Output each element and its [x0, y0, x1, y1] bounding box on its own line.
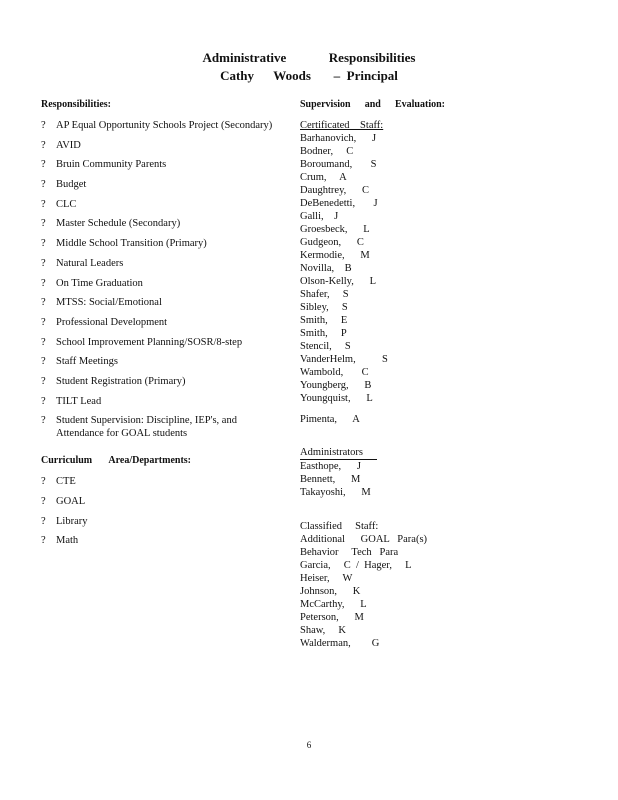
supervision-heading-part3: Evaluation: [394, 99, 445, 110]
responsibility-item-label: School Improvement Planning/SOSR/8-step [56, 336, 243, 348]
responsibility-item [41, 119, 286, 132]
certificated-staff-name: DeBenedetti, J [300, 198, 378, 209]
supervision-heading-part1: Supervision [300, 99, 351, 110]
certificated-staff-name: Novilla, B [300, 263, 352, 274]
responsibility-item [41, 277, 286, 290]
bullet-glyph: ? [41, 159, 46, 171]
certificated-staff-name: Bodner, C [300, 146, 354, 157]
responsibility-item-label: AVID [56, 139, 81, 151]
responsibility-item [41, 316, 286, 329]
responsibility-item-label: Bruin Community Parents [56, 159, 167, 171]
classified-staff-name: Johnson, K [300, 586, 361, 597]
classified-staff-name: Heiser, W [300, 573, 353, 584]
administrator-name: Easthope, J [300, 461, 361, 472]
classified-staff-name: Additional GOAL Para(s) [300, 534, 428, 545]
bullet-glyph: ? [41, 120, 46, 131]
curriculum-item [41, 475, 286, 488]
certificated-staff-name: Sibley, S [300, 302, 348, 313]
certificated-staff-name: Wambold, C [300, 367, 369, 378]
classified-staff-name: Walderman, G [300, 638, 380, 649]
classified-staff-list [300, 533, 470, 650]
curriculum-heading [41, 454, 191, 467]
curriculum-heading-part2: Area/Departments: [108, 455, 191, 467]
bullet-glyph: ? [41, 257, 46, 269]
responsibility-item [41, 178, 286, 191]
responsibility-item [41, 139, 286, 152]
bullet-glyph: ? [41, 415, 46, 427]
classified-staff-name: Peterson, M [300, 612, 364, 623]
certificated-staff-name: Barhanovich, J [300, 133, 377, 144]
responsibility-item-label: MTSS: Social/Emotional [56, 297, 162, 309]
certificated-extra-name: Pimenta, A [300, 414, 360, 425]
responsibility-item-label: Student Supervision: Discipline, IEP's, and Attendance for GOAL students [56, 415, 237, 440]
bullet-glyph: ? [41, 297, 46, 309]
bullet-glyph: ? [41, 316, 46, 328]
page-number: 6 [306, 740, 312, 750]
curriculum-item-label: Library [56, 515, 88, 527]
administrator-name: Takayoshi, M [300, 487, 371, 498]
certificated-staff-name: VanderHelm, S [300, 354, 388, 365]
curriculum-item-label: GOAL [56, 496, 86, 507]
responsibilities-list [41, 119, 286, 440]
responsibility-item-label: On Time Graduation [56, 277, 143, 289]
curriculum-item-label: Math [56, 535, 79, 547]
responsibility-item [41, 414, 286, 440]
bullet-glyph: ? [41, 218, 46, 230]
certificated-staff-heading: Certificated Staff: [300, 120, 384, 131]
responsibility-item-label: Master Schedule (Secondary) [56, 218, 181, 230]
responsibility-item-label: AP Equal Opportunity Schools Project (Secondary) [56, 120, 273, 131]
bullet-glyph: ? [41, 375, 46, 387]
curriculum-item-label: CTE [56, 476, 76, 488]
curriculum-list [41, 475, 286, 547]
responsibility-item [41, 336, 286, 349]
certificated-staff-name: Gudgeon, C [300, 237, 364, 248]
responsibility-item-label: Professional Development [56, 316, 168, 328]
responsibility-item [41, 158, 286, 171]
classified-staff-name: Garcia, C / Hager, L [300, 560, 412, 571]
certificated-staff-name: Smith, E [300, 315, 348, 326]
bullet-glyph: ? [41, 277, 46, 289]
bullet-glyph: ? [41, 535, 46, 547]
certificated-staff-name: Groesbeck, L [300, 224, 370, 235]
certificated-staff-name: Crum, A [300, 172, 347, 183]
supervision-heading [300, 98, 445, 111]
administrator-name: Bennett, M [300, 474, 361, 485]
classified-staff-name: Shaw, K [300, 625, 346, 636]
responsibilities-heading: Responsibilities: [41, 99, 112, 110]
responsibility-item [41, 217, 286, 230]
responsibility-item [41, 375, 286, 388]
responsibility-item [41, 237, 286, 250]
responsibility-item-label: Staff Meetings [56, 356, 118, 368]
curriculum-item [41, 495, 286, 508]
certificated-staff-name: Youngberg, B [300, 380, 372, 391]
right-column [300, 98, 470, 650]
certificated-staff-name: Shafer, S [300, 289, 349, 300]
responsibility-item [41, 355, 286, 368]
responsibility-item-label: Student Registration (Primary) [56, 375, 186, 387]
responsibility-item-label: Middle School Transition (Primary) [56, 238, 207, 250]
responsibility-item-label: Budget [56, 179, 87, 191]
bullet-glyph: ? [41, 198, 46, 210]
bullet-glyph: ? [41, 476, 46, 488]
bullet-glyph: ? [41, 139, 46, 151]
bullet-glyph: ? [41, 179, 46, 191]
supervision-heading-part2: and [364, 99, 381, 110]
administrators-list [300, 460, 470, 499]
curriculum-item [41, 515, 286, 528]
left-column [41, 98, 286, 554]
certificated-staff-name: Galli, J [300, 211, 339, 222]
responsibility-item-label: CLC [56, 198, 77, 210]
curriculum-item [41, 534, 286, 547]
document-subtitle: Cathy Woods – Principal [220, 68, 398, 83]
administrators-heading: Administrators [300, 446, 377, 460]
certificated-staff-name: Youngquist, L [300, 393, 373, 404]
responsibility-item [41, 257, 286, 270]
certificated-staff-name: Smith, P [300, 328, 347, 339]
bullet-glyph: ? [41, 395, 46, 407]
bullet-glyph: ? [41, 515, 46, 527]
responsibility-item-label: TILT Lead [56, 395, 102, 407]
classified-staff-heading: Classified Staff: [300, 521, 379, 532]
bullet-glyph: ? [41, 496, 46, 507]
curriculum-heading-part1: Curriculum [41, 455, 93, 467]
classified-staff-name: Behavior Tech Para [300, 547, 399, 558]
certificated-staff-name: Olson-Kelly, L [300, 276, 377, 287]
certificated-staff-name: Kermodie, M [300, 250, 370, 261]
document-title: Administrative Responsibilities [202, 50, 416, 65]
bullet-glyph: ? [41, 356, 46, 368]
certificated-staff-name: Daughtrey, C [300, 185, 370, 196]
certificated-staff-name: Boroumand, S [300, 159, 377, 170]
responsibility-item-label: Natural Leaders [56, 257, 124, 269]
certificated-staff-name: Stencil, S [300, 341, 351, 352]
bullet-glyph: ? [41, 238, 46, 250]
bullet-glyph: ? [41, 336, 46, 348]
responsibility-item [41, 395, 286, 408]
classified-staff-name: McCarthy, L [300, 599, 367, 610]
responsibility-item [41, 198, 286, 211]
responsibility-item [41, 296, 286, 309]
certificated-staff-list [300, 132, 470, 405]
